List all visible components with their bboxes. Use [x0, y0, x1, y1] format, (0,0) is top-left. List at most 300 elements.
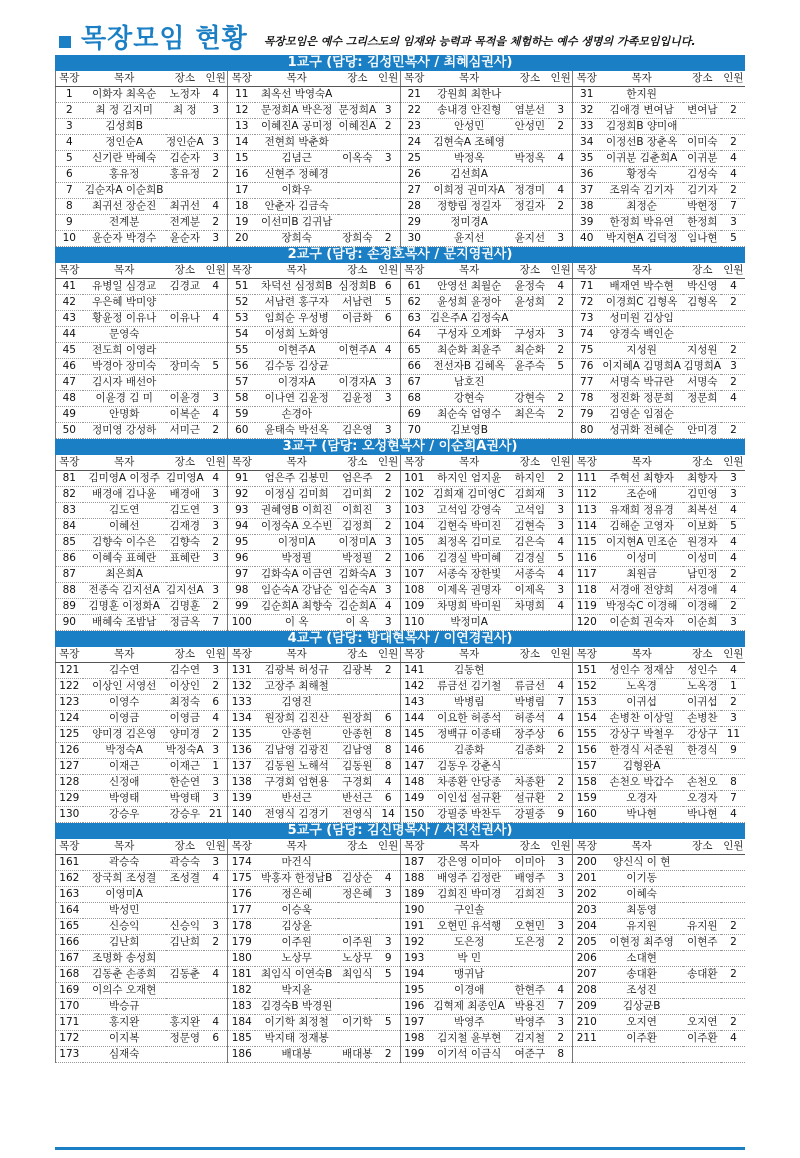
table-row — [56, 471, 746, 487]
member-count: 4 — [549, 679, 573, 695]
meeting-place: 오지연 — [683, 1015, 721, 1031]
mokjang-number: 80 — [573, 423, 600, 439]
mokja-name: 이경애 — [428, 983, 511, 999]
mokja-name: 이의수 오재현 — [83, 983, 166, 999]
meeting-place — [683, 887, 721, 903]
table-row — [56, 279, 746, 295]
column-header: 목장 — [400, 839, 427, 855]
meeting-place: 박정옥 — [511, 151, 549, 167]
meeting-place: 임순숙A — [338, 583, 376, 599]
meeting-place: 박영태 — [166, 791, 204, 807]
page-subtitle: 목장모임은 예수 그리스도의 임재와 능력과 목적을 체험하는 예수 생명의 가족모임입니다. — [263, 35, 696, 48]
column-header: 목장 — [56, 839, 83, 855]
mokjang-number: 58 — [228, 391, 255, 407]
meeting-place: 이경해 — [683, 599, 721, 615]
meeting-place: 윤지선 — [511, 231, 549, 247]
mokjang-number: 211 — [573, 1031, 600, 1047]
member-count — [549, 215, 573, 231]
member-count: 3 — [549, 871, 573, 887]
column-header: 인원 — [549, 647, 573, 663]
mokja-name: 박병림 — [428, 695, 511, 711]
meeting-place: 조성결 — [166, 871, 204, 887]
mokja-name: 양경숙 백인순 — [600, 327, 683, 343]
page-title: 목장모임 현황 — [81, 24, 248, 54]
member-count: 2 — [376, 471, 400, 487]
member-count: 6 — [204, 695, 228, 711]
mokja-name: 양미경 김은영 — [83, 727, 166, 743]
mokja-name: 이윤경 김 미 — [83, 391, 166, 407]
meeting-place — [338, 167, 376, 183]
meeting-place — [338, 983, 376, 999]
member-count: 2 — [721, 423, 745, 439]
meeting-place: 서종숙 — [511, 567, 549, 583]
mokjang-number: 154 — [573, 711, 600, 727]
meeting-place: 김경실 — [511, 551, 549, 567]
mokjang-number: 12 — [228, 103, 255, 119]
table-row — [56, 519, 746, 535]
mokja-name: 안영선 최월순 — [428, 279, 511, 295]
mokja-name: 김지철 윤부현 — [428, 1031, 511, 1047]
table-row — [56, 295, 746, 311]
meeting-place — [683, 855, 721, 871]
member-count: 4 — [549, 711, 573, 727]
mokjang-number: 59 — [228, 407, 255, 423]
meeting-place: 박병림 — [511, 695, 549, 711]
meeting-place: 안미경 — [683, 423, 721, 439]
member-count: 3 — [204, 855, 228, 871]
meeting-place: 박신영 — [683, 279, 721, 295]
mokjang-number: 201 — [573, 871, 600, 887]
district-section — [55, 55, 745, 247]
mokja-name: 김념근 — [255, 151, 338, 167]
member-count — [376, 199, 400, 215]
mokjang-number: 43 — [56, 311, 83, 327]
member-count: 2 — [721, 567, 745, 583]
meeting-place: 심정희B — [338, 279, 376, 295]
mokja-name: 김명훈 이정화A — [83, 599, 166, 615]
mokja-name: 반선근 — [255, 791, 338, 807]
meeting-place: 정은혜 — [338, 887, 376, 903]
meeting-place: 배경애 — [166, 487, 204, 503]
member-count: 4 — [549, 599, 573, 615]
member-count — [549, 903, 573, 919]
member-count: 7 — [204, 615, 228, 631]
district-sections — [55, 55, 745, 1063]
member-count: 2 — [204, 599, 228, 615]
mokjang-number: 105 — [400, 535, 427, 551]
meeting-place — [166, 887, 204, 903]
member-count: 3 — [721, 711, 745, 727]
mokjang-number: 8 — [56, 199, 83, 215]
mokja-name: 임희순 우성병 — [255, 311, 338, 327]
column-header: 목자 — [83, 455, 166, 471]
member-count — [204, 1047, 228, 1063]
meeting-place: 김미영A — [166, 471, 204, 487]
member-count — [721, 87, 745, 103]
mokja-name: 최은희A — [83, 567, 166, 583]
mokja-name: 이혜진A 공미정 — [255, 119, 338, 135]
member-count — [721, 855, 745, 871]
mokjang-number: 36 — [573, 167, 600, 183]
member-count: 3 — [204, 791, 228, 807]
member-count: 2 — [721, 935, 745, 951]
meeting-place — [338, 327, 376, 343]
meeting-place: 류금선 — [511, 679, 549, 695]
mokja-name: 이영미A — [83, 887, 166, 903]
mokja-name: 김수동 김상균 — [255, 359, 338, 375]
mokja-name: 주혁선 최향자 — [600, 471, 683, 487]
mokja-name: 안성민 — [428, 119, 511, 135]
mokja-name: 김도연 — [83, 503, 166, 519]
table-row — [56, 919, 746, 935]
column-header: 목자 — [428, 263, 511, 279]
mokja-name: 김정희B 양미애 — [600, 119, 683, 135]
table-row — [56, 903, 746, 919]
column-header: 목자 — [428, 647, 511, 663]
mokjang-number: 141 — [400, 663, 427, 679]
mokjang-number: 86 — [56, 551, 83, 567]
meeting-place: 이상인 — [166, 679, 204, 695]
member-count — [204, 999, 228, 1015]
mokjang-number: 197 — [400, 1015, 427, 1031]
mokja-name: 오지연 — [600, 1015, 683, 1031]
meeting-place — [338, 135, 376, 151]
member-count — [721, 983, 745, 999]
mokja-name: 이기학 최정철 — [255, 1015, 338, 1031]
mokjang-number: 108 — [400, 583, 427, 599]
column-header: 목장 — [573, 839, 600, 855]
member-count: 2 — [376, 231, 400, 247]
member-count: 4 — [721, 535, 745, 551]
meeting-place: 배대봉 — [338, 1047, 376, 1063]
column-header: 장소 — [338, 455, 376, 471]
mokjang-number: 173 — [56, 1047, 83, 1063]
meeting-place: 전계분 — [166, 215, 204, 231]
mokjang-number: 147 — [400, 759, 427, 775]
mokjang-number: 41 — [56, 279, 83, 295]
mokjang-number: 20 — [228, 231, 255, 247]
member-count: 4 — [376, 343, 400, 359]
meeting-place — [683, 871, 721, 887]
meeting-place: 한정희 — [683, 215, 721, 231]
mokja-name: 안명화 — [83, 407, 166, 423]
mokjang-number: 50 — [56, 423, 83, 439]
column-header: 목장 — [400, 263, 427, 279]
member-count: 2 — [376, 1047, 400, 1063]
meeting-place: 김광복 — [338, 663, 376, 679]
mokja-name: 박정필 — [255, 551, 338, 567]
member-count: 4 — [549, 983, 573, 999]
mokjang-number: 162 — [56, 871, 83, 887]
mokja-name: 김순자A 이순희B — [83, 183, 166, 199]
mokja-name: 김영진 — [255, 695, 338, 711]
meeting-place: 윤정숙 — [511, 279, 549, 295]
member-count — [549, 167, 573, 183]
mokja-name: 이현주A — [255, 343, 338, 359]
member-count: 7 — [721, 199, 745, 215]
member-count: 3 — [204, 743, 228, 759]
mokjang-number: 26 — [400, 167, 427, 183]
member-count: 3 — [721, 215, 745, 231]
member-count: 9 — [549, 807, 573, 823]
member-count — [721, 327, 745, 343]
mokjang-number: 166 — [56, 935, 83, 951]
mokjang-number: 107 — [400, 567, 427, 583]
table-row — [56, 935, 746, 951]
mokjang-number: 55 — [228, 343, 255, 359]
meeting-place — [511, 135, 549, 151]
meeting-place: 장희숙 — [338, 231, 376, 247]
member-count: 4 — [549, 183, 573, 199]
mokjang-number: 203 — [573, 903, 600, 919]
member-count: 4 — [549, 151, 573, 167]
mokjang-number: 25 — [400, 151, 427, 167]
member-count: 8 — [376, 727, 400, 743]
meeting-place: 서미근 — [166, 423, 204, 439]
mokja-name: 이혜숙 표혜란 — [83, 551, 166, 567]
table-row — [56, 983, 746, 999]
mokjang-number: 155 — [573, 727, 600, 743]
mokja-name: 최정순 — [600, 199, 683, 215]
mokja-name: 이귀섭 — [600, 695, 683, 711]
mokja-name: 한경식 서준원 — [600, 743, 683, 759]
meeting-place: 최귀선 — [166, 199, 204, 215]
meeting-place — [338, 215, 376, 231]
member-count: 2 — [204, 535, 228, 551]
column-header: 장소 — [511, 839, 549, 855]
mokja-name: 이정선B 장춘옥 — [600, 135, 683, 151]
column-header: 장소 — [683, 647, 721, 663]
mokjang-number: 165 — [56, 919, 83, 935]
meeting-place — [338, 903, 376, 919]
mokjang-number: 37 — [573, 183, 600, 199]
meeting-place: 김윤정 — [338, 391, 376, 407]
mokja-name: 김종화 — [428, 743, 511, 759]
mokjang-number: 85 — [56, 535, 83, 551]
mokja-name: 김경실 박미혜 — [428, 551, 511, 567]
mokja-name: 성미원 김상임 — [600, 311, 683, 327]
mokjang-number: 131 — [228, 663, 255, 679]
meeting-place: 김은숙 — [511, 535, 549, 551]
mokjang-number: 111 — [573, 471, 600, 487]
mokja-name: 김수연 — [83, 663, 166, 679]
meeting-place: 구경회 — [338, 775, 376, 791]
member-count: 2 — [721, 295, 745, 311]
mokjang-number: 42 — [56, 295, 83, 311]
mokja-name: 전선자B 김혜옥 — [428, 359, 511, 375]
meeting-place: 이정미A — [338, 535, 376, 551]
mokja-name: 김현숙 박미진 — [428, 519, 511, 535]
member-count: 5 — [204, 359, 228, 375]
table-row — [56, 199, 746, 215]
member-count: 3 — [376, 391, 400, 407]
meeting-place — [511, 375, 549, 391]
mokja-name: 문정희A 박은정 — [255, 103, 338, 119]
member-count: 4 — [721, 279, 745, 295]
meeting-place: 표혜란 — [166, 551, 204, 567]
member-count: 3 — [721, 359, 745, 375]
member-count — [204, 119, 228, 135]
mokjang-number: 57 — [228, 375, 255, 391]
mokjang-number: 118 — [573, 583, 600, 599]
mokjang-number: 95 — [228, 535, 255, 551]
meeting-place: 이기학 — [338, 1015, 376, 1031]
mokja-name: 김은주A 김정숙A — [428, 311, 511, 327]
member-count — [204, 343, 228, 359]
mokjang-number: 115 — [573, 535, 600, 551]
meeting-place: 김동원 — [338, 759, 376, 775]
column-header: 목자 — [255, 71, 338, 87]
mokjang-number: 6 — [56, 167, 83, 183]
meeting-place: 장주상 — [511, 727, 549, 743]
mokjang-number: 68 — [400, 391, 427, 407]
member-count — [376, 983, 400, 999]
member-count: 3 — [549, 887, 573, 903]
mokja-name: 고장주 최해철 — [255, 679, 338, 695]
mokja-name: 최순숙 엄영수 — [428, 407, 511, 423]
mokjang-number: 191 — [400, 919, 427, 935]
column-header: 장소 — [511, 455, 549, 471]
mokja-name: 심재숙 — [83, 1047, 166, 1063]
meeting-place: 홍지완 — [166, 1015, 204, 1031]
member-count: 4 — [721, 167, 745, 183]
meeting-place: 최향자 — [683, 471, 721, 487]
column-header: 인원 — [376, 455, 400, 471]
column-header: 목자 — [83, 647, 166, 663]
member-count: 3 — [376, 503, 400, 519]
meeting-place — [338, 919, 376, 935]
meeting-place — [166, 951, 204, 967]
mokja-name: 이상인 서영선 — [83, 679, 166, 695]
member-count: 3 — [204, 391, 228, 407]
district-title: 5교구 (담당: 김신명목사 / 서진선권사) — [55, 823, 745, 839]
mokja-name: 유재희 정유경 — [600, 503, 683, 519]
mokja-name: 전영식 김경기 — [255, 807, 338, 823]
meeting-place: 홍유정 — [166, 167, 204, 183]
meeting-place: 김성숙 — [683, 167, 721, 183]
member-count: 3 — [549, 519, 573, 535]
mokjang-number: 195 — [400, 983, 427, 999]
meeting-place — [166, 183, 204, 199]
meeting-place: 김현숙 — [511, 519, 549, 535]
mokjang-number: 98 — [228, 583, 255, 599]
column-header: 목자 — [255, 455, 338, 471]
mokjang-number: 206 — [573, 951, 600, 967]
column-header: 장소 — [338, 647, 376, 663]
column-header: 목장 — [573, 71, 600, 87]
meeting-place: 이희진 — [338, 503, 376, 519]
mokja-name: 강승우 — [83, 807, 166, 823]
meeting-place: 성인수 — [683, 663, 721, 679]
meeting-place — [166, 295, 204, 311]
mokjang-number: 62 — [400, 295, 427, 311]
member-count: 2 — [204, 215, 228, 231]
member-count: 4 — [721, 807, 745, 823]
member-count: 2 — [549, 199, 573, 215]
mokja-name: 이영수 — [83, 695, 166, 711]
mokja-name: 김동춘 손종희 — [83, 967, 166, 983]
table-row — [56, 311, 746, 327]
mokjang-number: 181 — [228, 967, 255, 983]
mokjang-number: 110 — [400, 615, 427, 631]
member-count: 4 — [376, 871, 400, 887]
mokja-name: 김향숙 이수은 — [83, 535, 166, 551]
mokjang-number: 1 — [56, 87, 83, 103]
mokjang-number: 2 — [56, 103, 83, 119]
mokja-name: 성귀화 전혜순 — [600, 423, 683, 439]
mokja-name: 박승규 — [83, 999, 166, 1015]
mokja-name: 이승욱 — [255, 903, 338, 919]
member-count — [376, 855, 400, 871]
column-header: 인원 — [549, 263, 573, 279]
mokjang-number: 54 — [228, 327, 255, 343]
mokja-name: 이경희C 김형옥 — [600, 295, 683, 311]
member-count: 4 — [549, 279, 573, 295]
mokjang-number: 139 — [228, 791, 255, 807]
mokja-name: 이정심 김미희 — [255, 487, 338, 503]
mokjang-number: 144 — [400, 711, 427, 727]
square-bullet-icon — [59, 36, 71, 48]
meeting-place: 최은숙 — [511, 407, 549, 423]
meeting-place: 김명훈 — [166, 599, 204, 615]
member-count: 4 — [721, 1031, 745, 1047]
member-count: 4 — [204, 87, 228, 103]
meeting-place: 최순화 — [511, 343, 549, 359]
mokjang-number: 63 — [400, 311, 427, 327]
member-count — [549, 951, 573, 967]
meeting-place: 강상구 — [683, 727, 721, 743]
mokjang-number: 152 — [573, 679, 600, 695]
mokjang-number: 27 — [400, 183, 427, 199]
member-count: 7 — [549, 999, 573, 1015]
column-header: 인원 — [204, 71, 228, 87]
mokja-name: 신정애 — [83, 775, 166, 791]
column-header: 인원 — [376, 647, 400, 663]
table-row — [56, 887, 746, 903]
mokja-name: 이영금 — [83, 711, 166, 727]
mokjang-number: 189 — [400, 887, 427, 903]
mokjang-number: 169 — [56, 983, 83, 999]
meeting-place — [166, 375, 204, 391]
meeting-place: 김미희 — [338, 487, 376, 503]
district-table — [55, 71, 745, 247]
mokjang-number: 35 — [573, 151, 600, 167]
column-header: 목자 — [255, 647, 338, 663]
member-count: 3 — [549, 487, 573, 503]
mokjang-number: 156 — [573, 743, 600, 759]
mokja-name: 이인섭 설규환 — [428, 791, 511, 807]
mokja-name: 손병찬 이상일 — [600, 711, 683, 727]
mokjang-number: 75 — [573, 343, 600, 359]
mokja-name: 박정옥 — [428, 151, 511, 167]
mokjang-number: 33 — [573, 119, 600, 135]
mokjang-number: 22 — [400, 103, 427, 119]
member-count — [549, 375, 573, 391]
member-count — [204, 295, 228, 311]
mokja-name: 오현민 유석행 — [428, 919, 511, 935]
mokja-name: 최원금 — [600, 567, 683, 583]
mokja-name: 최정옥 김미로 — [428, 535, 511, 551]
table-row — [56, 807, 746, 823]
column-header: 장소 — [166, 71, 204, 87]
table-row — [56, 343, 746, 359]
table-header-row — [56, 647, 746, 663]
page-header — [55, 22, 740, 54]
mokjang-number: 46 — [56, 359, 83, 375]
meeting-place — [338, 407, 376, 423]
meeting-place: 윤주숙 — [511, 359, 549, 375]
column-header: 인원 — [721, 839, 745, 855]
